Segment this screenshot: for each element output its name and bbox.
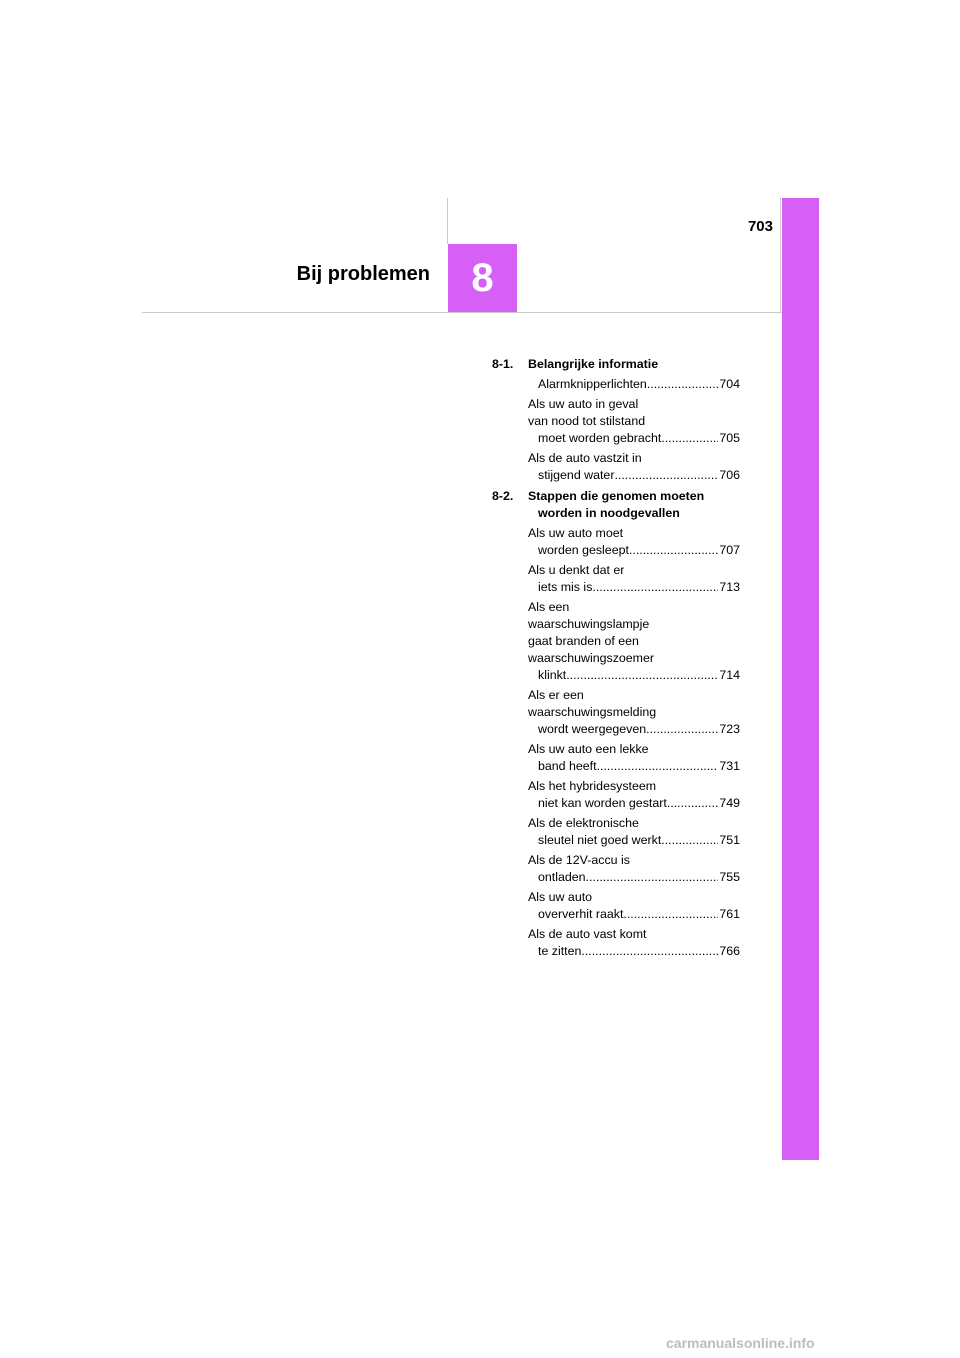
toc-entry-last-line — [538, 943, 740, 960]
toc-page-number: 731 — [719, 759, 740, 773]
toc-entry-text: iets mis is — [538, 580, 593, 594]
toc-entry-line: waarschuwingslampje — [528, 617, 650, 631]
toc-leader-dots — [646, 721, 718, 738]
toc-entry[interactable] — [528, 599, 740, 684]
table-of-contents — [492, 356, 740, 964]
toc-leader-dots — [647, 376, 719, 393]
toc-section — [492, 356, 740, 484]
toc-leader-dots — [586, 869, 719, 886]
toc-page-number: 751 — [719, 833, 740, 847]
toc-entry-line: Als de auto vastzit in — [528, 451, 642, 465]
toc-entry-last-line — [538, 467, 740, 484]
toc-entry[interactable] — [528, 815, 740, 849]
toc-entry-text: moet worden gebracht — [538, 431, 662, 445]
toc-page-number: 713 — [719, 580, 740, 594]
chapter-number: 8 — [471, 255, 494, 300]
toc-entry[interactable] — [528, 562, 740, 596]
toc-section-title: Belangrijke informatie — [528, 357, 659, 371]
toc-entry-line: Als het hybridesysteem — [528, 779, 657, 793]
toc-entry-text: te zitten — [538, 944, 582, 958]
toc-entry-last-line — [538, 832, 740, 849]
toc-leader-dots — [623, 906, 718, 923]
toc-entry-text: klinkt — [538, 668, 567, 682]
toc-page-number: 714 — [719, 668, 740, 682]
toc-entry-text: wordt weergegeven — [538, 722, 647, 736]
chapter-title: Bij problemen — [296, 263, 430, 285]
toc-page-number: 706 — [719, 468, 740, 482]
toc-page-number: 761 — [719, 907, 740, 921]
toc-entry-text: worden gesleept — [538, 543, 629, 557]
toc-entry[interactable] — [528, 926, 740, 960]
toc-entry-line: Als de 12V-accu is — [528, 853, 630, 867]
toc-page-number: 707 — [719, 543, 740, 557]
toc-entry[interactable] — [528, 525, 740, 559]
toc-page-number: 705 — [719, 431, 740, 445]
toc-entry-text: stijgend water — [538, 468, 615, 482]
toc-leader-dots — [614, 467, 718, 484]
toc-leader-dots — [667, 795, 719, 812]
toc-entry[interactable] — [528, 376, 740, 393]
toc-entry-text: sleutel niet goed werkt — [538, 833, 662, 847]
toc-page-number: 755 — [719, 870, 740, 884]
right-vertical-rule — [780, 198, 781, 313]
toc-entry-last-line — [538, 758, 740, 775]
toc-entry-line: van nood tot stilstand — [528, 414, 646, 428]
toc-entry[interactable] — [528, 852, 740, 886]
toc-entry-line: Als uw auto moet — [528, 526, 624, 540]
toc-entry-text: oververhit raakt — [538, 907, 624, 921]
toc-entry-line: gaat branden of een — [528, 634, 639, 648]
toc-section — [492, 488, 740, 960]
toc-entry[interactable] — [528, 778, 740, 812]
toc-entry-text: band heeft — [538, 759, 597, 773]
toc-section-heading — [492, 356, 740, 373]
toc-entry-line: Als u denkt dat er — [528, 563, 625, 577]
toc-page-number: 766 — [719, 944, 740, 958]
toc-entry-line: Als uw auto — [528, 890, 593, 904]
toc-entry-text: niet kan worden gestart — [538, 796, 667, 810]
toc-entry-last-line — [538, 906, 740, 923]
toc-entry-last-line — [538, 542, 740, 559]
toc-leader-dots — [592, 579, 718, 596]
toc-entry-line: waarschuwingszoemer — [528, 651, 655, 665]
toc-entry-line: Als er een — [528, 688, 584, 702]
toc-entry-last-line — [538, 579, 740, 596]
toc-section-number: 8-1. — [492, 357, 514, 371]
toc-entry-last-line — [538, 430, 740, 447]
toc-entry-line: Als uw auto een lekke — [528, 742, 649, 756]
toc-entry-last-line — [538, 869, 740, 886]
toc-leader-dots — [581, 943, 718, 960]
toc-page-number: 723 — [719, 722, 740, 736]
toc-entry-last-line — [538, 721, 740, 738]
toc-page-number: 749 — [719, 796, 740, 810]
toc-entry-line: Als de elektronische — [528, 816, 639, 830]
top-vertical-rule — [447, 198, 448, 244]
toc-entry-line: Als de auto vast komt — [528, 927, 647, 941]
chapter-number-box — [448, 244, 517, 312]
toc-leader-dots — [566, 667, 718, 684]
toc-section-heading — [492, 488, 740, 522]
toc-entry[interactable] — [528, 396, 740, 447]
toc-entry[interactable] — [528, 450, 740, 484]
toc-entry[interactable] — [528, 741, 740, 775]
toc-leader-dots — [629, 542, 718, 559]
toc-leader-dots — [661, 430, 718, 447]
toc-entry-line: waarschuwingsmelding — [528, 705, 657, 719]
toc-entry[interactable] — [528, 889, 740, 923]
header-horizontal-rule — [142, 312, 782, 313]
toc-entry-last-line — [538, 667, 740, 684]
toc-leader-dots — [597, 758, 719, 775]
toc-entry-text: ontladen — [538, 870, 586, 884]
toc-entry-last-line — [538, 376, 740, 393]
toc-entry-line: Als een — [528, 600, 570, 614]
toc-leader-dots — [661, 832, 718, 849]
toc-entry-last-line — [538, 795, 740, 812]
toc-entry[interactable] — [528, 687, 740, 738]
chapter-side-tab — [782, 198, 819, 1160]
watermark: carmanualsonline.info — [666, 1335, 815, 1351]
toc-section-number: 8-2. — [492, 489, 514, 503]
toc-entry-line: Als uw auto in geval — [528, 397, 639, 411]
toc-section-title: Stappen die genomen moeten worden in noodgevallen — [528, 489, 705, 520]
toc-page-number: 704 — [719, 377, 740, 391]
toc-entry-text: Alarmknipperlichten — [538, 377, 647, 391]
page-number: 703 — [747, 218, 773, 235]
